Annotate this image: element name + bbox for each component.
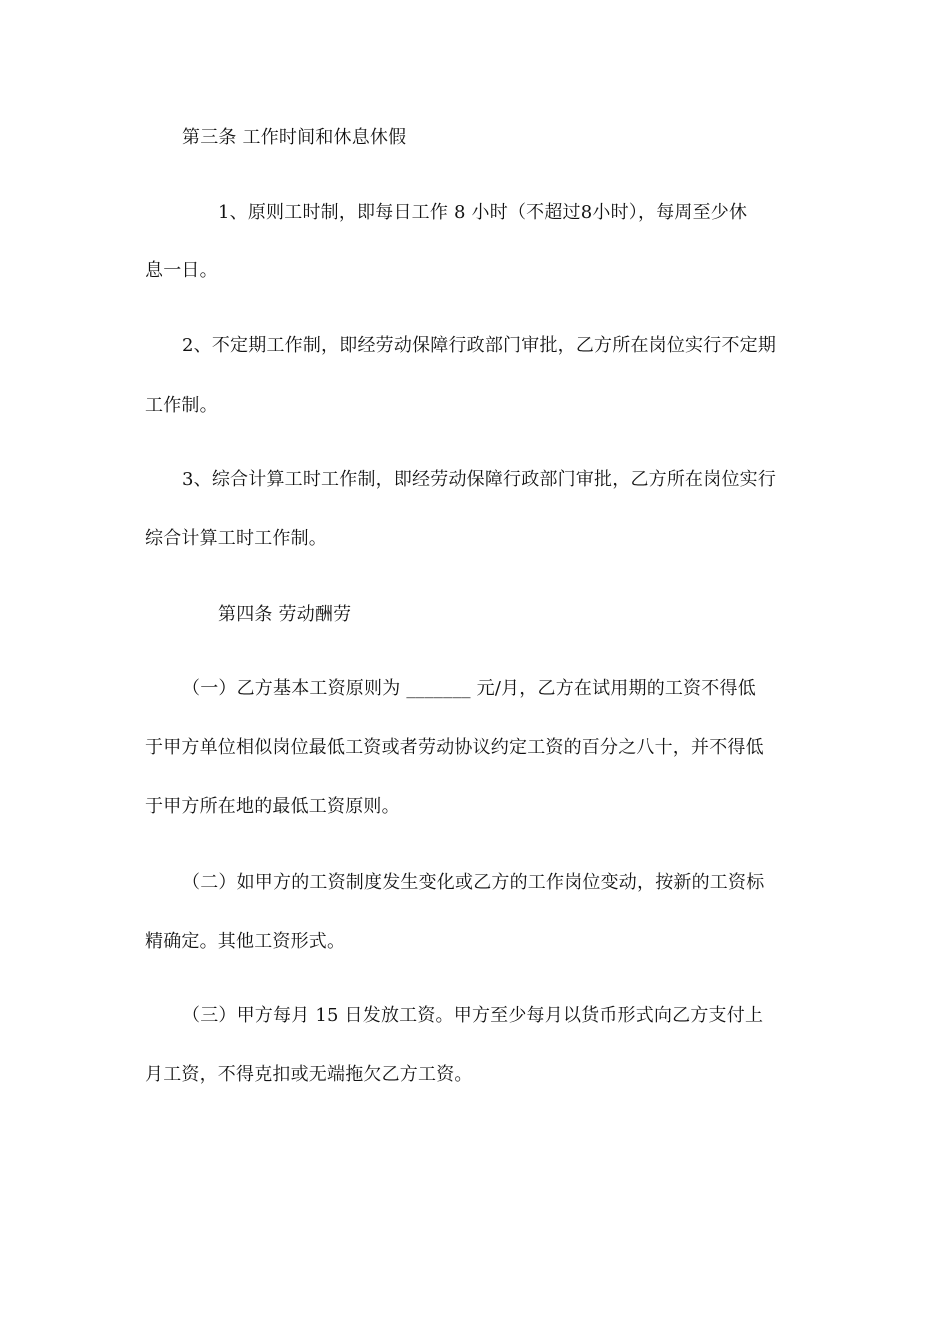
article4-heading: 第四条 劳动酬劳 [218, 604, 352, 625]
article3-item3-line1: 3、综合计算工时工作制，即经劳动保障行政部门审批，乙方所在岗位实行 [182, 469, 777, 490]
article3-item3-line2: 综合计算工时工作制。 [145, 528, 327, 549]
article4-item1-line3: 于甲方所在地的最低工资原则。 [145, 796, 400, 817]
article3-item1-line1: 1、原则工时制，即每日工作 8 小时（不超过8小时），每周至少休 [218, 202, 748, 223]
article4-item3-line2: 月工资，不得克扣或无端拖欠乙方工资。 [145, 1064, 473, 1085]
article4-item2-line1: （二）如甲方的工资制度发生变化或乙方的工作岗位变动，按新的工资标 [182, 872, 765, 893]
article3-heading: 第三条 工作时间和休息休假 [182, 127, 407, 148]
article3-item1-line2: 息一日。 [145, 260, 218, 281]
article4-item1-line1: （一）乙方基本工资原则为 _______ 元/月，乙方在试用期的工资不得低 [182, 678, 756, 699]
article3-item2-line2: 工作制。 [145, 395, 218, 416]
article4-item2-line2: 精确定。其他工资形式。 [145, 931, 346, 952]
article4-item3-line1: （三）甲方每月 15 日发放工资。甲方至少每月以货币形式向乙方支付上 [182, 1005, 764, 1026]
article3-item2-line1: 2、不定期工作制，即经劳动保障行政部门审批，乙方所在岗位实行不定期 [182, 335, 777, 356]
article4-item1-line2: 于甲方单位相似岗位最低工资或者劳动协议约定工资的百分之八十，并不得低 [145, 737, 764, 758]
